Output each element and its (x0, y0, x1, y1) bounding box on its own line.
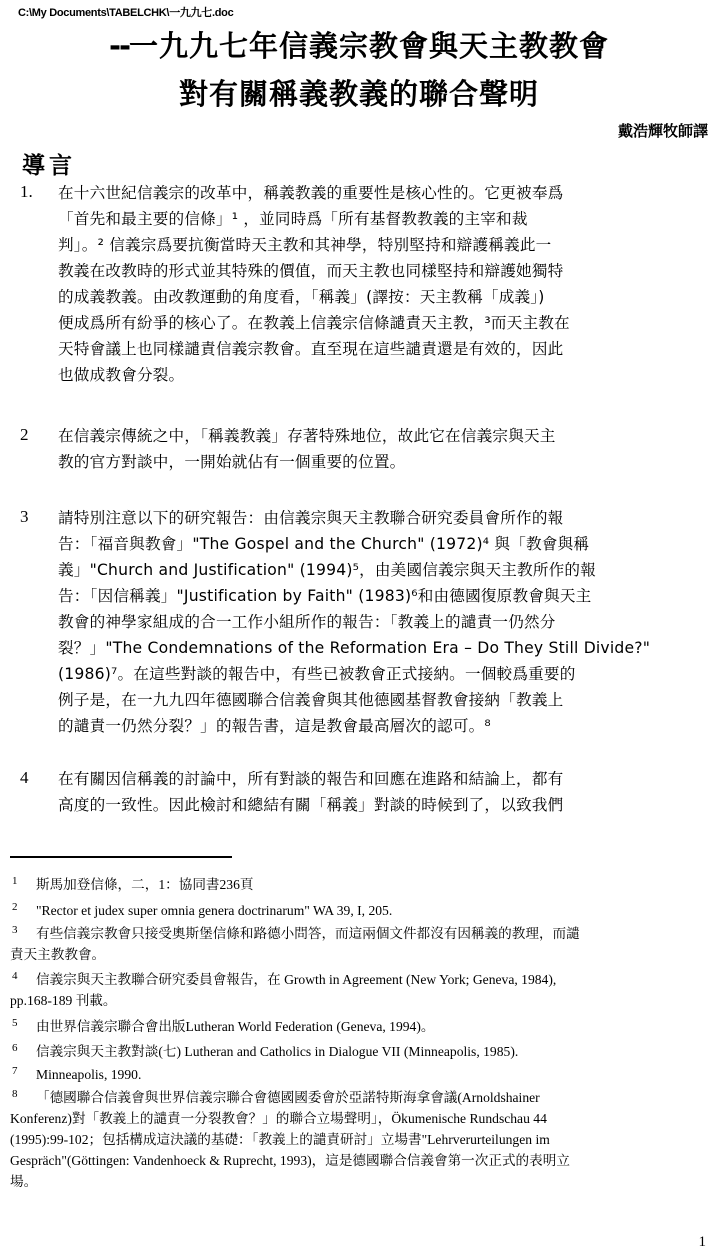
paragraph-number: 2 (20, 425, 29, 444)
footnote-text: "Rector et judex super omnia genera doctrinarum" WA 39, I, 205. (36, 903, 393, 918)
footnote-text: 場。 (10, 1174, 38, 1189)
paragraph-line: 在有關因信稱義的討論中，所有對談的報告和回應在進路和結論上，都有 (58, 770, 564, 788)
file-path: C:\My Documents\TABELCHK\一九九七.doc (18, 7, 234, 19)
paragraph-line: 請特別注意以下的研究報告：由信義宗與天主教聯合研究委員會所作的報 (58, 509, 564, 527)
footnote-text: 信義宗與天主教聯合研究委員會報告，在 Growth in Agreement (New York; Geneva, 1984), (36, 972, 557, 987)
paragraph-number: 1. (20, 182, 33, 201)
footnote-text: 由世界信義宗聯合會出版Lutheran World Federation (Geneva, 1994)。 (36, 1019, 435, 1034)
paragraph-line: 「首先和最主要的信條」¹ ，並同時爲「所有基督教教義的主宰和裁 (58, 210, 528, 228)
paragraph-number: 4 (20, 768, 29, 787)
paragraph-line: 教義在改教時的形式並其特殊的價值，而天主教也同樣堅持和辯護她獨特 (58, 262, 564, 280)
footnote-number: 4 (12, 970, 18, 982)
paragraph-line: (1986)⁷。在這些對談的報告中，有些已被教會正式接納。一個較爲重要的 (58, 665, 576, 683)
paragraph-line: 義」"Church and Justification" (1994)⁵，由美國信義宗與天主教所作的報 (58, 561, 597, 579)
footnote-text: (1995):99-102；包括構成這決議的基礎：「教義上的譴責研討」立場書"Lehrverurteilungen im (10, 1132, 550, 1147)
footnote-text: 斯馬加登信條，二，1：協同書236頁 (36, 877, 254, 892)
section-heading-introduction: 導言 (22, 152, 76, 179)
paragraph-line: 高度的一致性。因此檢討和總結有關「稱義」對談的時候到了，以致我們 (58, 796, 564, 814)
footnote-text: 「德國聯合信義會與世界信義宗聯合會德國國委會於亞諾特斯海拿會議(Arnoldshainer (36, 1090, 540, 1105)
footnote-divider (10, 856, 232, 858)
paragraph-line: 告：「福音與教會」"The Gospel and the Church" (1972)⁴ 與「教會與稱 (58, 535, 590, 553)
footnote-number: 8 (12, 1088, 18, 1100)
paragraph-line: 例子是，在一九九四年德國聯合信義會與其他德國基督教會接納「教義上 (58, 691, 564, 709)
page-number: 1 (698, 1234, 706, 1250)
paragraph-line: 的成義教義。由改教運動的角度看，「稱義」(譯按：天主教稱「成義」) (58, 288, 545, 306)
paragraph-line: 判」。² 信義宗爲要抗衡當時天主教和其神學，特別堅持和辯護稱義此一 (58, 236, 552, 254)
footnote-number: 5 (12, 1017, 18, 1029)
paragraph-line: 在信義宗傳統之中，「稱義教義」存著特殊地位，故此它在信義宗與天主 (58, 427, 556, 445)
translator-credit: 戴浩輝牧師譯 (617, 122, 708, 140)
footnote-text: 信義宗與天主教對談(七) Lutheran and Catholics in Dialogue VII (Minneapolis, 1985). (36, 1044, 519, 1059)
paragraph-line: 便成爲所有紛爭的核心了。在教義上信義宗信條譴責天主教，³而天主教在 (58, 314, 570, 332)
footnote-text: Minneapolis, 1990. (36, 1067, 142, 1082)
title-line-1: --一九九七年信義宗教會與天主教教會 (108, 29, 610, 63)
footnote-text: Gespräch"(Göttingen: Vandenhoeck & Ruprecht, 1993)，這是德國聯合信義會第一次正式的表明立 (10, 1153, 570, 1168)
footnote-text: 責天主教教會。 (10, 947, 106, 962)
paragraph-line: 告：「因信稱義」"Justification by Faith" (1983)⁶和由德國復原教會與天主 (58, 587, 592, 605)
paragraph-line: 天特會議上也同樣譴責信義宗教會。直至現在這些譴責還是有效的，因此 (58, 340, 564, 358)
footnote-number: 6 (12, 1042, 18, 1054)
paragraph-line: 教會的神學家組成的合一工作小組所作的報告：「教義上的譴責一仍然分 (58, 613, 556, 631)
paragraph-number: 3 (20, 507, 29, 526)
paragraph-body (58, 766, 708, 818)
footnote-number: 1 (12, 875, 18, 887)
paragraph-body (58, 505, 708, 739)
footnote-text: 有些信義宗教會只接受奧斯堡信條和路德小問答，而這兩個文件都沒有因稱義的教理，而譴 (36, 926, 580, 941)
footnote-number: 3 (12, 924, 18, 936)
paragraph-body (58, 423, 708, 475)
paragraph-line: 的譴責一仍然分裂？」的報告書，這是教會最高層次的認可。⁸ (58, 717, 491, 735)
paragraph-body (58, 180, 708, 388)
footnote-number: 2 (12, 901, 18, 913)
paragraph-line: 裂？」"The Condemnations of the Reformation Era – Do They Still Divide?" (58, 639, 651, 657)
paragraph-line: 教的官方對談中，一開始就佔有一個重要的位置。 (58, 453, 406, 471)
paragraph-line: 也做成教會分裂。 (58, 366, 185, 384)
title-line-2: 對有關稱義教義的聯合聲明 (178, 77, 539, 111)
footnote-text: Konferenz)對「教義上的譴責一分裂教會？」的聯合立場聲明」，Ökumenische Rundschau 44 (10, 1111, 547, 1126)
footnote-number: 7 (12, 1065, 18, 1077)
footnote-text: pp.168-189 刊載。 (10, 993, 117, 1008)
paragraph-line: 在十六世紀信義宗的改革中，稱義教義的重要性是核心性的。它更被奉爲 (58, 184, 564, 202)
